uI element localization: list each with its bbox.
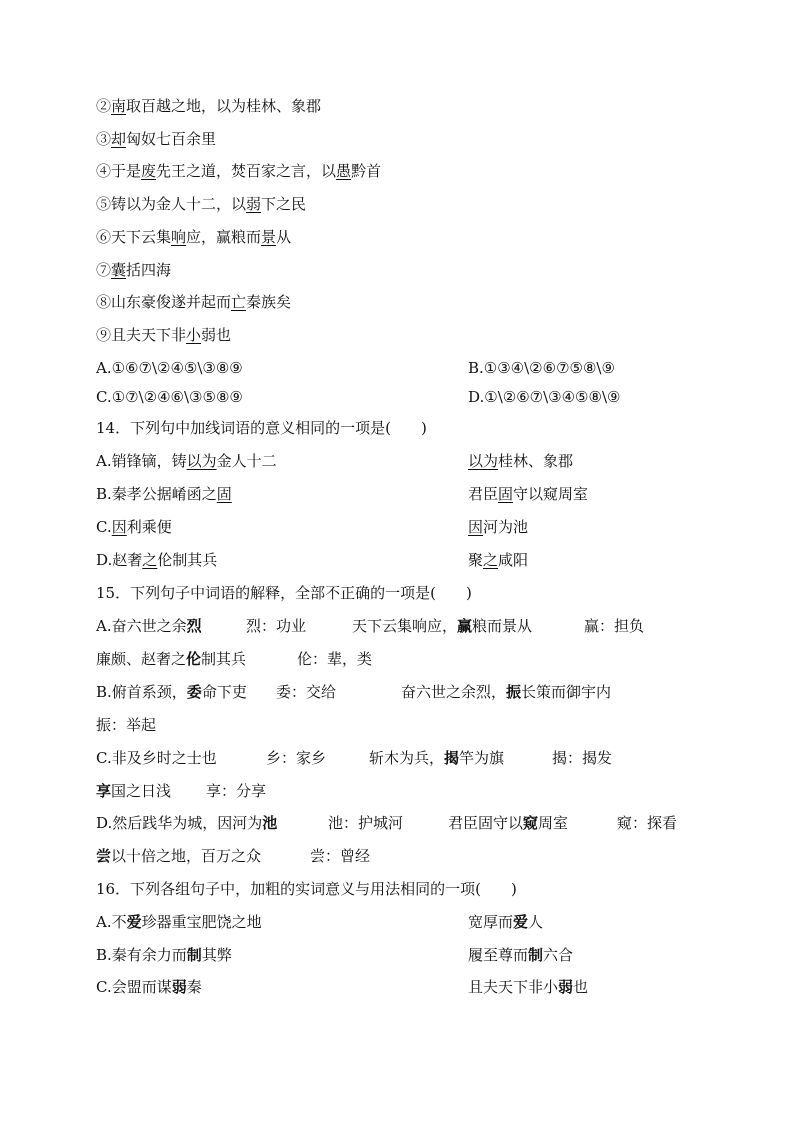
item-4-underlined-1: 废 bbox=[141, 162, 157, 180]
item-5-text-a: ⑤铸以为金人十二，以 bbox=[96, 195, 247, 213]
item-6-underlined-2: 景 bbox=[261, 228, 277, 246]
choice-d: D.①\②⑥⑦\③④⑤⑧\⑨ bbox=[468, 388, 621, 406]
q15-a-part1: A.奋六世之余烈 bbox=[96, 617, 202, 635]
item-2-underlined: 南 bbox=[111, 97, 127, 115]
q15-d-gloss3: 尝：曾经 bbox=[310, 847, 371, 865]
q15-stem-text: 15．下列句子中词语的解释，全部不正确的一项是( ) bbox=[96, 584, 472, 602]
item-7-underlined: 囊 bbox=[111, 261, 127, 279]
q15-c-gloss1: 乡：家乡 bbox=[266, 749, 327, 767]
item-4-text-b: 先王之道，焚百家之言，以 bbox=[156, 162, 337, 180]
q15-c-part2: 斩木为兵，揭竿为旗 bbox=[369, 749, 505, 767]
q16-stem bbox=[96, 879, 517, 899]
q16-stem-text: 16．下列各组句子中，加粗的实词意义与用法相同的一项( ) bbox=[96, 880, 517, 898]
choice-a: A.①⑥⑦\②④⑤\③⑧⑨ bbox=[96, 359, 243, 377]
q15-d-part1: D.然后践华为城，因河为池 bbox=[96, 814, 278, 832]
q15-d-gloss2: 窥：探看 bbox=[617, 814, 678, 832]
choice-c: C.①⑦\②④⑥\③⑤⑧⑨ bbox=[96, 388, 243, 406]
q15-d-part3: 尝以十倍之地，百万之众 bbox=[96, 847, 262, 865]
item-8-text-a: ⑧山东豪俊遂并起而 bbox=[96, 293, 232, 311]
q15-row-b2 bbox=[96, 715, 156, 735]
item-7-text: 括四海 bbox=[126, 261, 172, 279]
item-8-text-b: 秦族矣 bbox=[246, 293, 292, 311]
q14-stem bbox=[96, 418, 427, 438]
q16-c-right: 且夫天下非小弱也 bbox=[468, 978, 589, 996]
item-4-text-c: 黔首 bbox=[351, 162, 382, 180]
q16-a-right: 宽厚而爱人 bbox=[468, 913, 544, 931]
item-7-num: ⑦ bbox=[96, 261, 112, 279]
item-3 bbox=[96, 129, 216, 149]
q15-c-part3: 享国之日浅 bbox=[96, 782, 172, 800]
item-6-underlined-1: 响 bbox=[171, 228, 187, 246]
q15-a-gloss3: 伦：辈，类 bbox=[297, 650, 373, 668]
item-7 bbox=[96, 260, 171, 280]
q14-a-left: A.销锋镝，铸以为金人十二 bbox=[96, 452, 277, 470]
q14-b-right: 君臣固守以窥周室 bbox=[468, 485, 589, 503]
choice-row-ab bbox=[96, 358, 615, 378]
choice-b: B.①③④\②⑥⑦⑤⑧\⑨ bbox=[468, 359, 615, 377]
item-9-text-b: 弱也 bbox=[201, 326, 232, 344]
item-9-underlined: 小 bbox=[186, 326, 202, 344]
item-4-underlined-2: 愚 bbox=[336, 162, 352, 180]
q14-row-d bbox=[96, 550, 529, 570]
q14-c-left: C.因利乘便 bbox=[96, 518, 172, 536]
item-6-text-c: 从 bbox=[276, 228, 292, 246]
item-9 bbox=[96, 325, 231, 345]
choice-row-cd bbox=[96, 387, 621, 407]
item-9-text-a: ⑨且夫天下非 bbox=[96, 326, 187, 344]
q14-d-right: 聚之咸阳 bbox=[468, 551, 529, 569]
item-6-text-b: 应，赢粮而 bbox=[186, 228, 262, 246]
q15-c-gloss2: 揭：揭发 bbox=[552, 749, 613, 767]
item-3-text: 匈奴七百余里 bbox=[126, 130, 217, 148]
q16-row-a bbox=[96, 912, 544, 932]
q15-d-part2: 君臣固守以窥周室 bbox=[448, 814, 569, 832]
q15-a-part3: 廉颇、赵奢之伦制其兵 bbox=[96, 650, 247, 668]
q14-stem-text: 14．下列句中加线词语的意义相同的一项是( ) bbox=[96, 419, 427, 437]
q15-d-gloss1: 池：护城河 bbox=[328, 814, 404, 832]
q14-c-right: 因河为池 bbox=[468, 518, 529, 536]
q15-b-gloss1: 委：交给 bbox=[276, 683, 337, 701]
item-5-text-b: 下之民 bbox=[261, 195, 307, 213]
q14-b-left: B.秦孝公据崤函之固 bbox=[96, 485, 232, 503]
q16-a-left: A.不爱珍器重宝肥饶之地 bbox=[96, 913, 262, 931]
q14-a-right: 以为桂林、象郡 bbox=[468, 452, 574, 470]
item-8-underlined: 亡 bbox=[231, 293, 247, 311]
q15-a-gloss2: 赢：担负 bbox=[584, 617, 645, 635]
q14-row-c bbox=[96, 517, 529, 537]
q16-c-left: C.会盟而谋弱秦 bbox=[96, 978, 202, 996]
item-3-underlined: 却 bbox=[111, 130, 127, 148]
q16-row-b bbox=[96, 945, 574, 965]
item-5-underlined: 弱 bbox=[246, 195, 262, 213]
item-8 bbox=[96, 292, 291, 312]
q16-b-left: B.秦有余力而制其弊 bbox=[96, 946, 232, 964]
q15-c-part1: C.非及乡时之士也 bbox=[96, 749, 217, 767]
item-3-num: ③ bbox=[96, 130, 112, 148]
q16-b-right: 履至尊而制六合 bbox=[468, 946, 574, 964]
item-2-num: ② bbox=[96, 97, 112, 115]
item-4 bbox=[96, 161, 381, 181]
q16-row-c bbox=[96, 977, 589, 997]
q14-d-left: D.赵奢之伦制其兵 bbox=[96, 551, 218, 569]
q15-b-part2: 奋六世之余烈，振长策而御宇内 bbox=[401, 683, 612, 701]
q15-b-gloss2: 振：举起 bbox=[96, 716, 157, 734]
item-6-text-a: ⑥天下云集 bbox=[96, 228, 172, 246]
q15-stem bbox=[96, 583, 472, 603]
q15-b-part1: B.俯首系颈，委命下吏 bbox=[96, 683, 247, 701]
item-6 bbox=[96, 227, 291, 247]
item-2-text: 取百越之地，以为桂林、象郡 bbox=[126, 97, 322, 115]
q15-a-gloss1: 烈：功业 bbox=[246, 617, 307, 635]
item-5 bbox=[96, 194, 306, 214]
q14-row-b bbox=[96, 484, 589, 504]
q15-a-part2: 天下云集响应，赢粮而景从 bbox=[352, 617, 533, 635]
item-4-text-a: ④于是 bbox=[96, 162, 142, 180]
q15-c-gloss3: 享：分享 bbox=[206, 782, 267, 800]
item-2 bbox=[96, 96, 321, 116]
q14-row-a bbox=[96, 451, 574, 471]
